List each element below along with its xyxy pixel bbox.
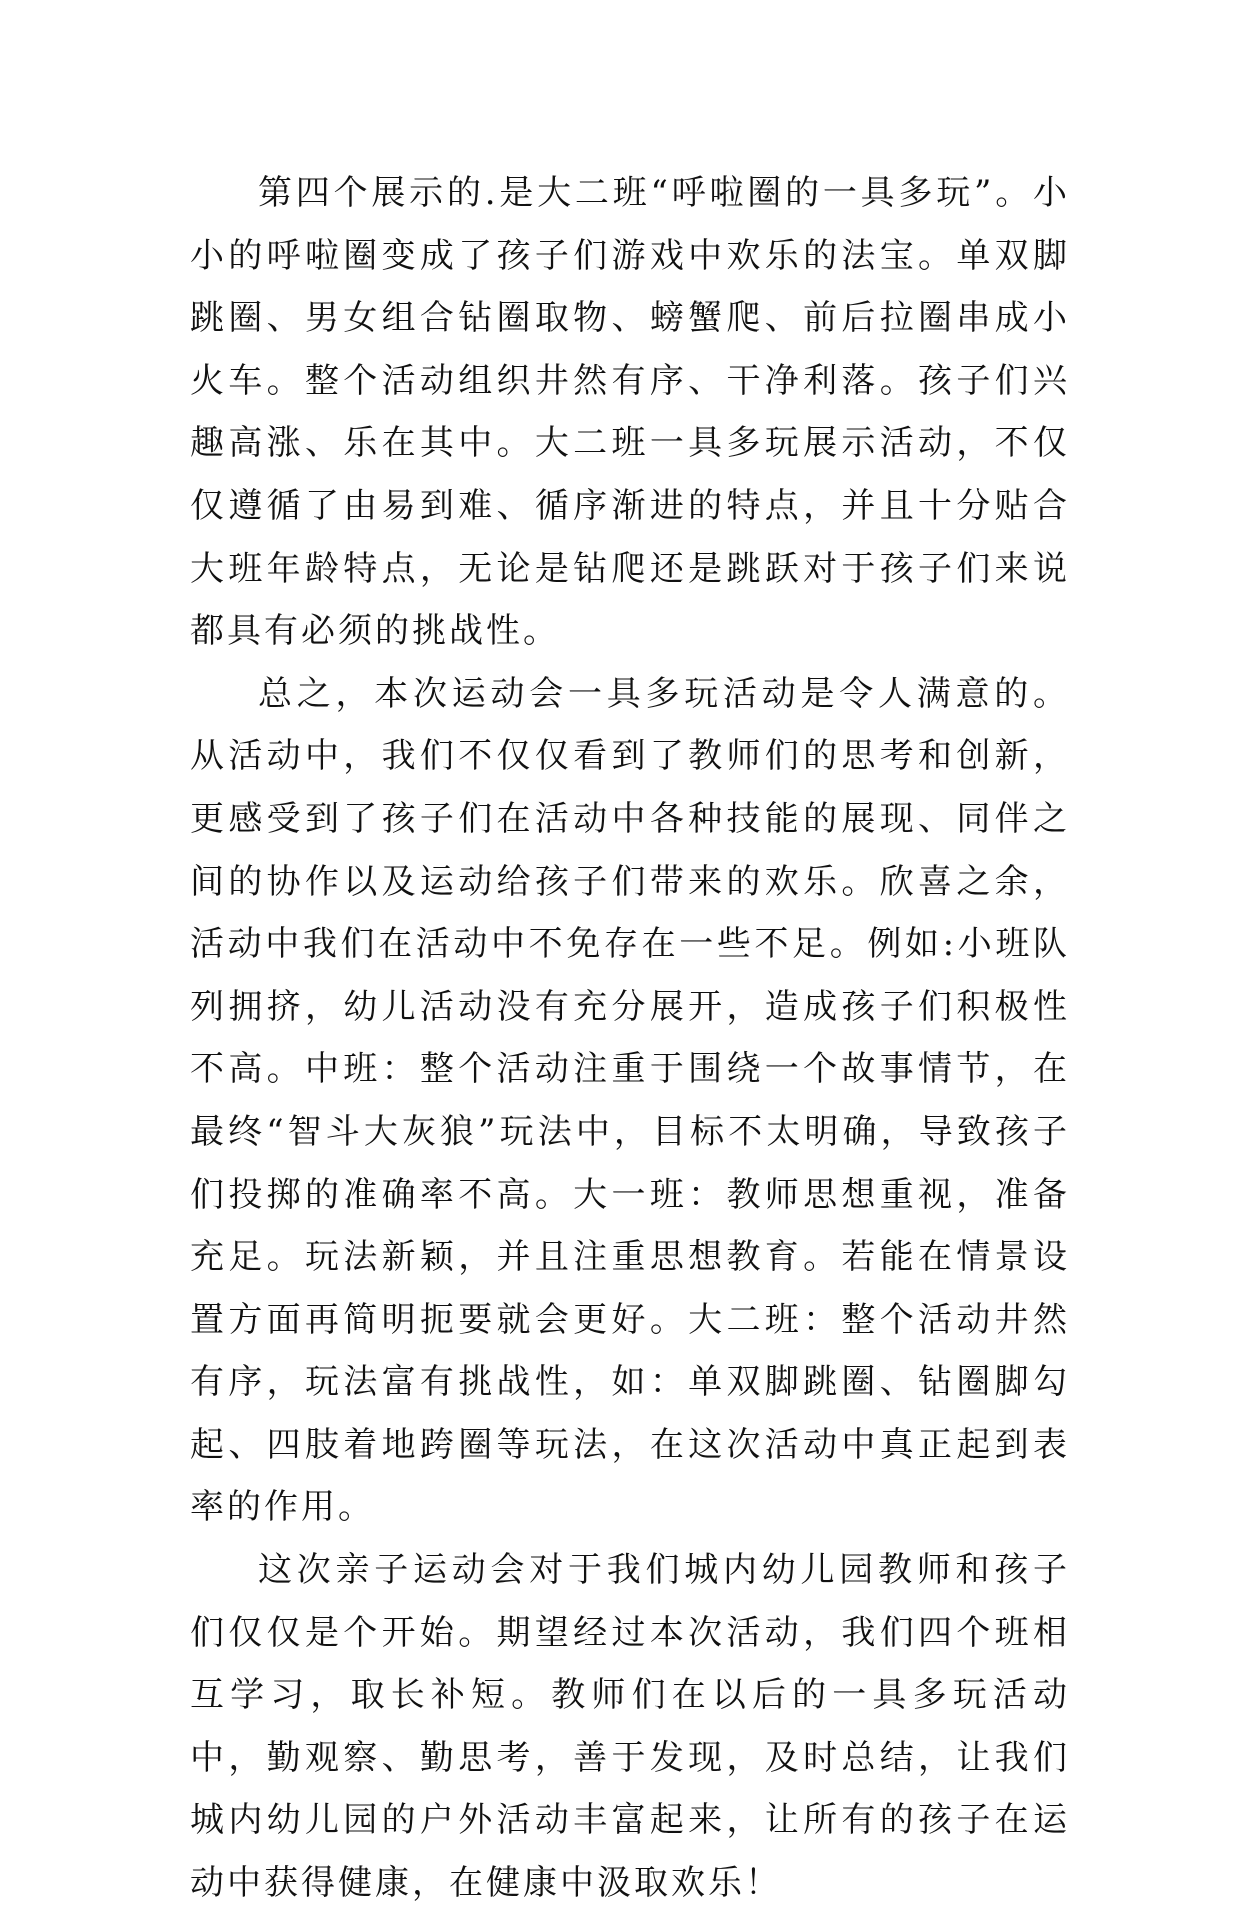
- paragraph-summary: 总之，本次运动会一具多玩活动是令人满意的。从活动中，我们不仅仅看到了教师们的思考和创新，更感受到了孩子们在活动中各种技能的展现、同伴之间的协作以及运动给孩子们带来的欢乐。欣喜之余，活动中我们在活动中不免存在一些不足。例如:小班队列拥挤，幼儿活动没有充分展开，造成孩子们积极性不高。中班：整个活动注重于围绕一个故事情节，在最终“智斗大灰狼”玩法中，目标不太明确，导致孩子们投掷的准确率不高。大一班：教师思想重视，准备充足。玩法新颖，并且注重思想教育。若能在情景设置方面再简明扼要就会更好。大二班：整个活动井然有序，玩法富有挑战性，如：单双脚跳圈、钻圈脚勾起、四肢着地跨圈等玩法，在这次活动中真正起到表率的作用。: [190, 673, 1070, 1528]
- paragraph-hula-hoop-showcase: 第四个展示的.是大二班“呼啦圈的一具多玩”。小小的呼啦圈变成了孩子们游戏中欢乐的法宝。单双脚跳圈、男女组合钻圈取物、螃蟹爬、前后拉圈串成小火车。整个活动组织井然有序、干净利落。孩子们兴趣高涨、乐在其中。大二班一具多玩展示活动，不仅仅遵循了由易到难、循序渐进的特点，并且十分贴合大班年龄特点，无论是钻爬还是跳跃对于孩子们来说都具有必须的挑战性。: [190, 173, 1070, 652]
- paragraph-conclusion: 这次亲子运动会对于我们城内幼儿园教师和孩子们仅仅是个开始。期望经过本次活动，我们四个班相互学习，取长补短。教师们在以后的一具多玩活动中，勤观察、勤思考，善于发现，及时总结，让我们城内幼儿园的户外活动丰富起来，让所有的孩子在运动中获得健康，在健康中汲取欢乐！: [190, 1550, 1070, 1904]
- document-body: [190, 162, 1070, 1915]
